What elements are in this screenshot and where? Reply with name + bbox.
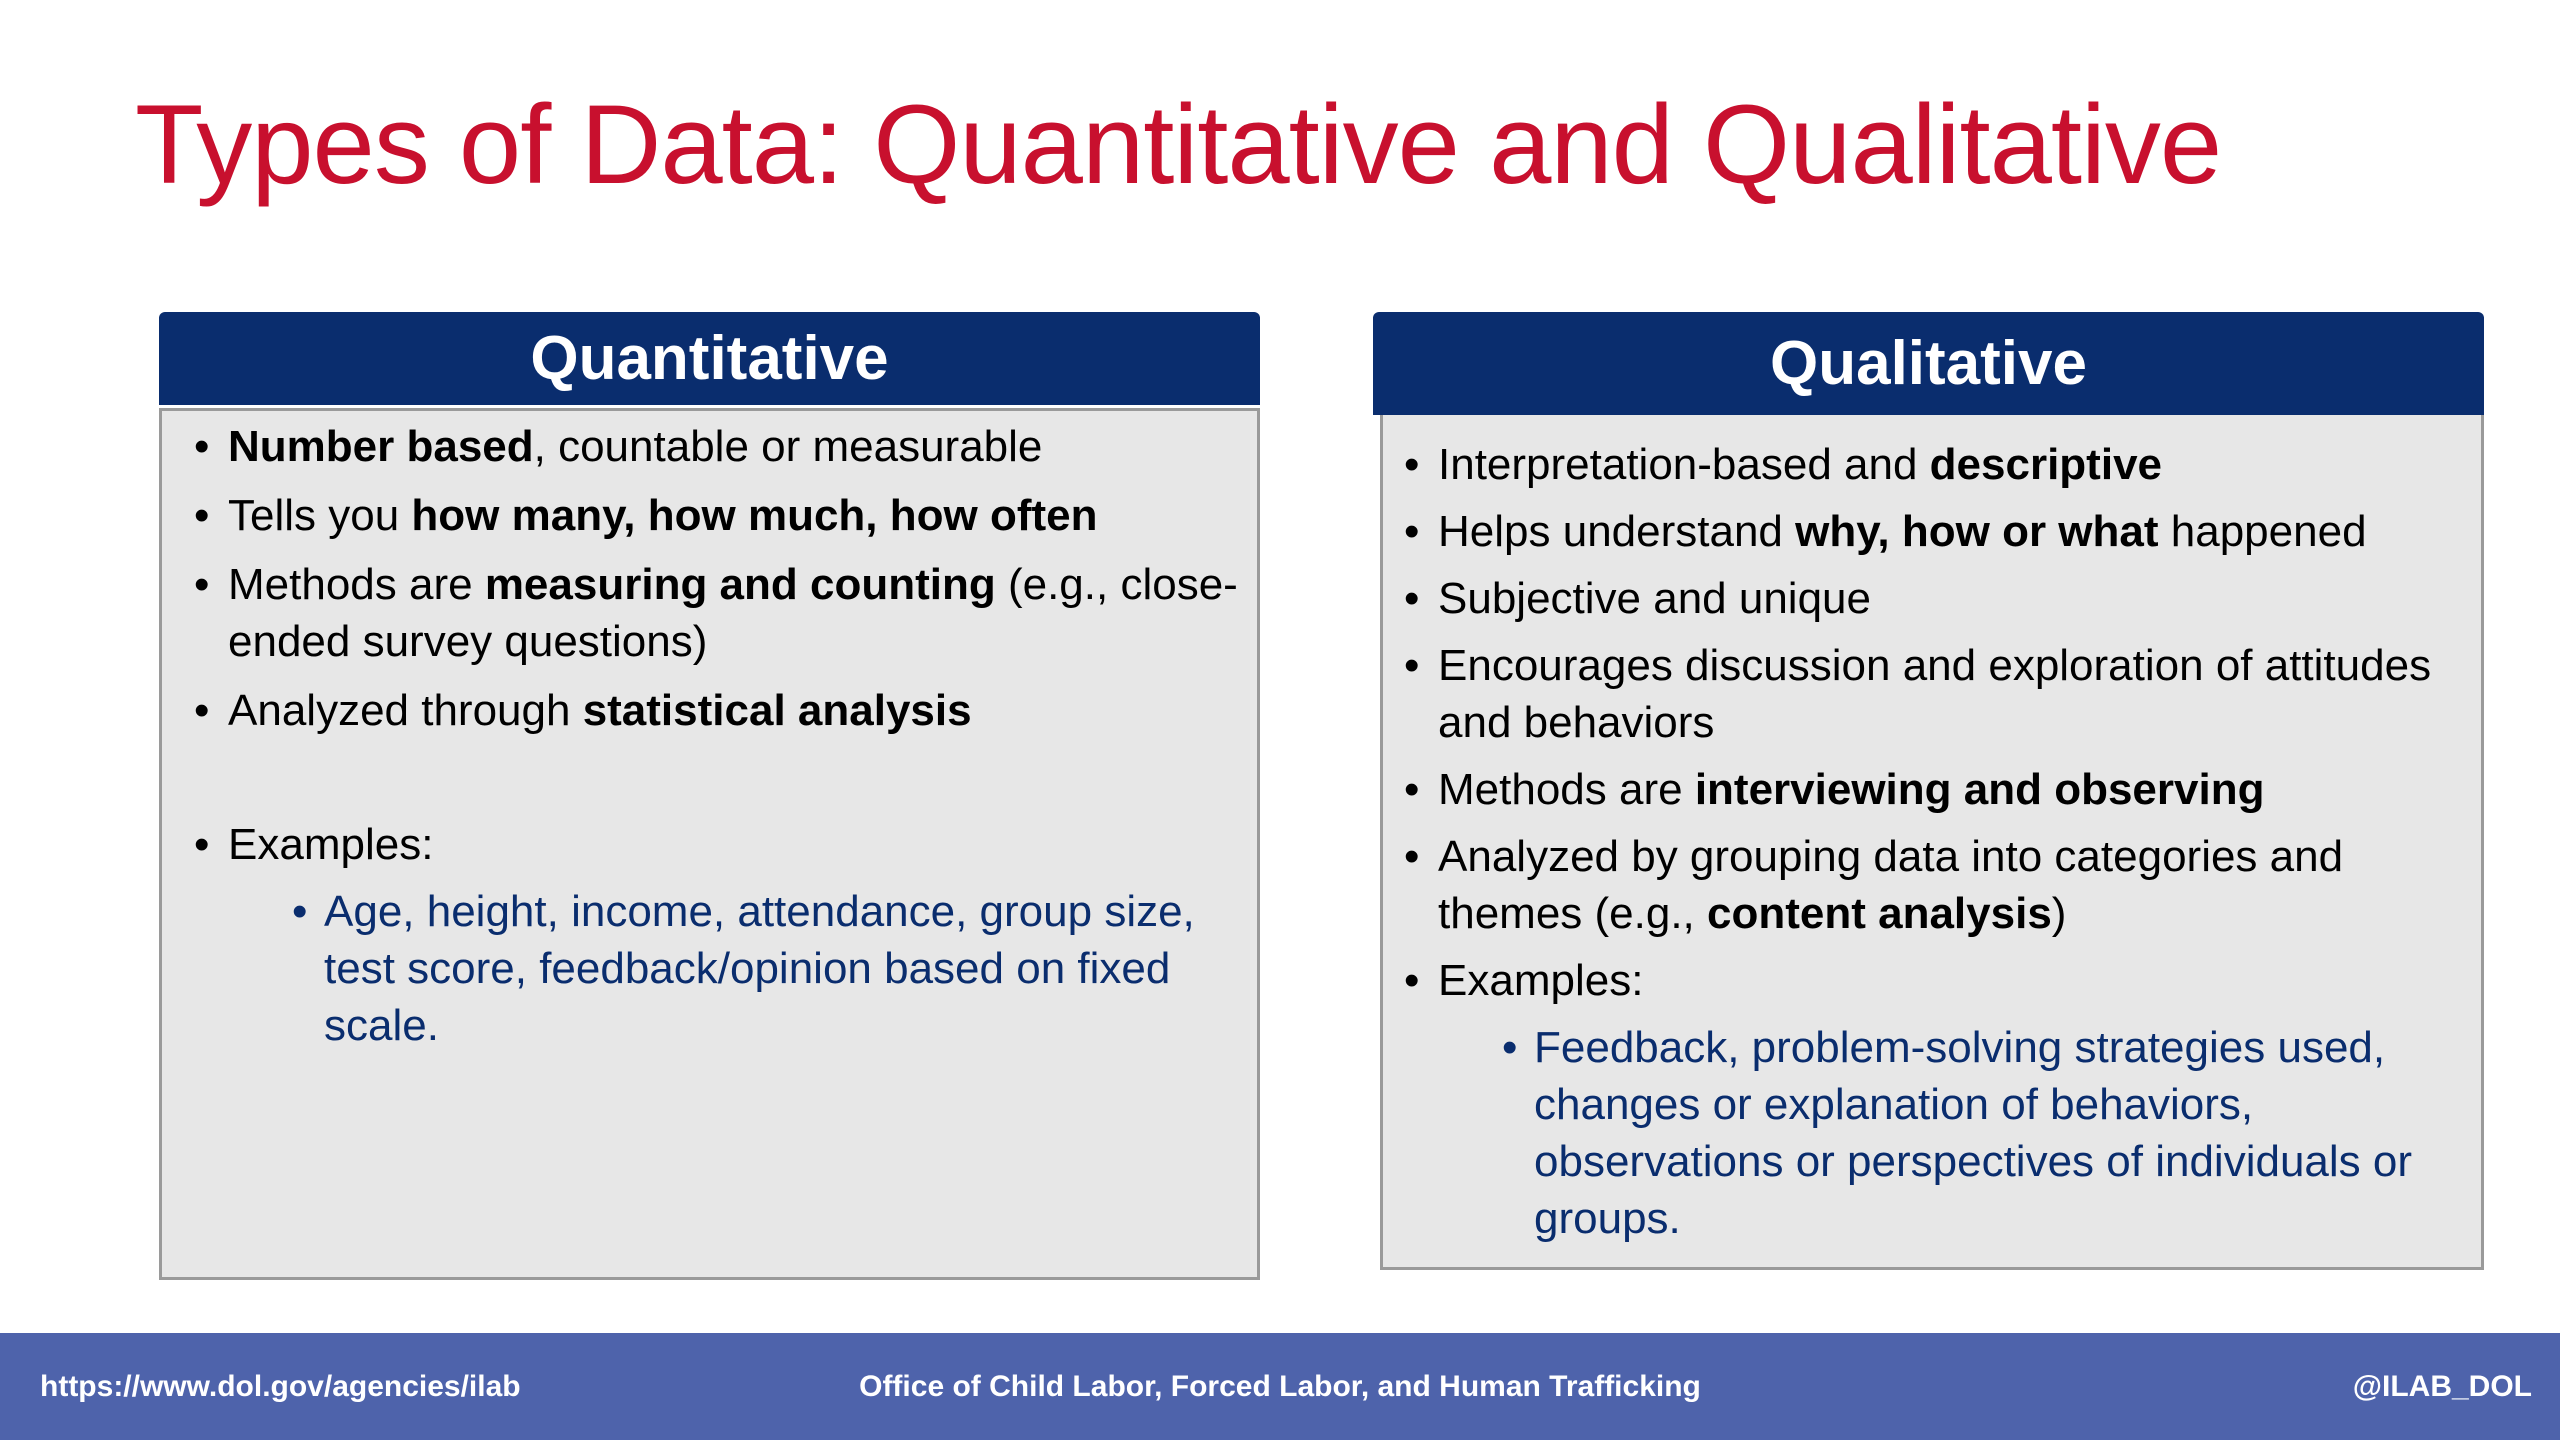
qualitative-examples (1502, 1019, 2476, 1247)
bullet-icon: • (194, 491, 210, 540)
list-item (194, 682, 1254, 739)
list-item (1404, 761, 2476, 818)
item-text: Encourages discussion and exploration of attitudes and behaviors (1438, 641, 2432, 747)
bullet-icon: • (194, 560, 210, 609)
bullet-icon: • (1404, 641, 1420, 690)
bold-text: measuring and counting (484, 560, 996, 609)
item-text: Methods are (228, 560, 485, 609)
list-item (1404, 952, 2476, 1247)
bold-text: descriptive (1929, 440, 2163, 489)
list-item (1404, 637, 2476, 751)
list-item (1404, 828, 2476, 942)
bullet-icon: • (194, 820, 210, 869)
example-text: Age, height, income, attendance, group size, test score, feedback/opinion based on fixed scale. (324, 887, 1195, 1050)
bullet-icon: • (194, 686, 210, 735)
qualitative-list (1404, 436, 2476, 1247)
footer-office: Office of Child Labor, Forced Labor, and Human Trafficking (859, 1370, 1701, 1403)
example-text: Feedback, problem-solving strategies used, changes or explanation of behaviors, observations or perspectives of individuals or groups. (1534, 1023, 2413, 1243)
item-text: Analyzed through (228, 686, 583, 735)
footer-bar (0, 1333, 2560, 1440)
list-item (1404, 436, 2476, 493)
quantitative-header: Quantitative (159, 312, 1260, 405)
bold-text: how many, how much, how often (411, 491, 1098, 540)
bullet-icon: • (1404, 574, 1420, 623)
item-text: Methods are (1438, 765, 1695, 814)
list-item (194, 556, 1254, 670)
list-item (194, 816, 1254, 1054)
bullet-icon: • (1404, 832, 1420, 881)
bullet-icon: • (1404, 765, 1420, 814)
item-text: Subjective and unique (1438, 574, 1871, 623)
list-item (292, 883, 1254, 1054)
bold-text: why, how or what (1795, 507, 2159, 556)
slide-title: Types of Data: Quantitative and Qualitative (135, 82, 2222, 207)
list-item (1404, 570, 2476, 627)
bullet-icon: • (292, 887, 308, 936)
bullet-icon: • (194, 422, 210, 471)
list-item (1502, 1019, 2476, 1247)
bold-text: Number based (228, 422, 534, 471)
footer-url-link[interactable]: https://www.dol.gov/agencies/ilab (40, 1370, 521, 1403)
bullet-icon: • (1404, 956, 1420, 1005)
list-item (194, 418, 1254, 475)
item-text: Tells you (228, 491, 412, 540)
footer-handle: @ILAB_DOL (2352, 1370, 2532, 1403)
item-text: Helps understand (1438, 507, 1796, 556)
item-text: , countable or measurable (533, 422, 1043, 471)
bullet-icon: • (1404, 440, 1420, 489)
bullet-icon: • (1404, 507, 1420, 556)
qualitative-header: Qualitative (1373, 312, 2484, 415)
bold-text: statistical analysis (582, 686, 972, 735)
item-text: Examples: (1438, 956, 1644, 1005)
quantitative-list (194, 418, 1254, 1054)
item-text: Analyzed by grouping data into categories and themes (e.g., (1438, 832, 2344, 938)
item-text: Interpretation-based and (1438, 440, 1930, 489)
bold-text: interviewing and observing (1694, 765, 2265, 814)
item-text: ) (2051, 889, 2067, 938)
quantitative-examples (292, 883, 1254, 1054)
item-text: (e.g., close-ended survey questions) (228, 560, 1238, 666)
list-item (1404, 503, 2476, 560)
list-item (194, 487, 1254, 544)
bullet-icon: • (1502, 1023, 1518, 1072)
bold-text: content analysis (1707, 889, 2052, 938)
item-text: Examples: (228, 820, 434, 869)
item-text: happened (2158, 507, 2367, 556)
